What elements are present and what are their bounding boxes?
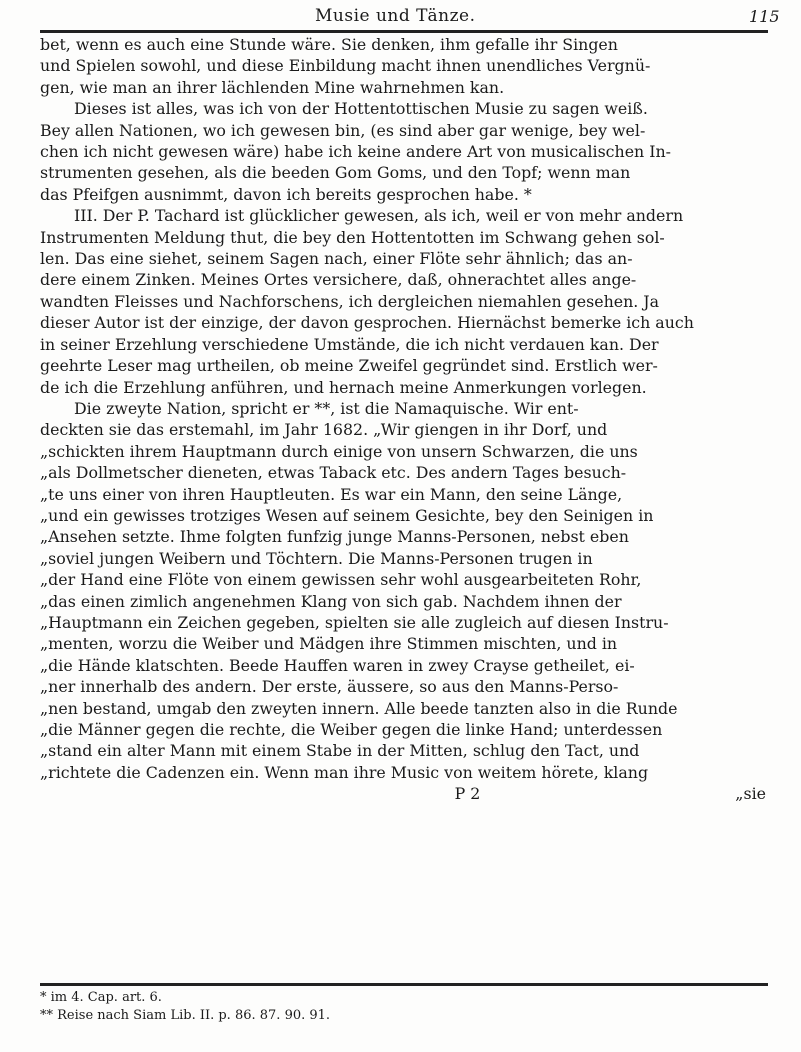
text-line: deckten sie das erstemahl, im Jahr 1682. „Wir giengen in ihr Dorf, und: [40, 420, 608, 440]
page-number: 115: [749, 7, 780, 26]
text-line: gen, wie man an ihrer lächlenden Mine wahrnehmen kan.: [40, 77, 505, 97]
text-line: bet, wenn es auch eine Stunde wäre. Sie denken, ihm gefalle ihr Singen: [40, 35, 618, 54]
text-line: „te uns einer von ihren Hauptleuten. Es war ein Mann, den seine Länge,: [40, 484, 623, 504]
text-line: „menten, worzu die Weiber und Mädgen ihre Stimmen mischten, und in: [40, 634, 618, 654]
signature-catchword-line: [40, 783, 770, 804]
text-line: len. Das eine siehet, seinem Sagen nach, einer Flöte sehr ähnlich; das an-: [40, 249, 633, 269]
text-line: „nen bestand, umgab den zweyten innern. Alle beede tanzten also in die Runde: [40, 698, 678, 718]
header-rule: [40, 30, 768, 33]
text-line: und Spielen sowohl, und diese Einbildung macht ihnen unendliches Vergnü-: [40, 56, 651, 76]
running-title: Musie und Tänze.: [315, 6, 476, 26]
text-line: „ner innerhalb des andern. Der erste, äussere, so aus den Manns-Perso-: [40, 677, 619, 697]
text-line: „Hauptmann ein Zeichen gegeben, spielten sie alle zugleich auf diesen Instru-: [40, 612, 669, 632]
text-line: das Pfeifgen ausnimmt, davon ich bereits gesprochen habe. *: [40, 184, 532, 204]
text-line: „und ein gewisses trotziges Wesen auf seinem Gesichte, bey den Seinigen in: [40, 505, 654, 525]
text-line: in seiner Erzehlung verschiedene Umstände, die ich nicht verdauen kan. Der: [40, 334, 659, 354]
text-line: „das einen zimlich angenehmen Klang von sich gab. Nachdem ihnen der: [40, 591, 622, 611]
text-line: Die zweyte Nation, spricht er **, ist die Namaquische. Wir ent-: [74, 398, 579, 418]
text-line: de ich die Erzehlung anführen, und hernach meine Anmerkungen vorlegen.: [40, 377, 647, 397]
body-text: [40, 34, 770, 805]
text-line: dieser Autor ist der einzige, der davon gesprochen. Hiernächst bemerke ich auch: [40, 313, 694, 333]
text-line: Dieses ist alles, was ich von der Hottentottischen Musie zu sagen weiß.: [74, 99, 648, 119]
footnote: * im 4. Cap. art. 6.: [40, 990, 162, 1005]
page-header: [0, 2, 801, 30]
footnote: ** Reise nach Siam Lib. II. p. 86. 87. 90. 91.: [40, 1008, 331, 1023]
text-line: „richtete die Cadenzen ein. Wenn man ihre Music von weitem hörete, klang: [40, 762, 649, 782]
text-line: strumenten gesehen, als die beeden Gom Goms, und den Topf; wenn man: [40, 163, 631, 183]
signature-mark: P 2: [454, 784, 481, 804]
text-line: Bey allen Nationen, wo ich gewesen bin, (es sind aber gar wenige, bey wel-: [40, 120, 646, 140]
footnotes: [40, 989, 770, 1025]
text-line: Instrumenten Meldung thut, die bey den Hottentotten im Schwang gehen sol-: [40, 227, 665, 247]
text-line: dere einem Zinken. Meines Ortes versichere, daß, ohnerachtet alles ange-: [40, 270, 637, 290]
footnote-rule: [40, 983, 768, 986]
text-line: geehrte Leser mag urtheilen, ob meine Zweifel gegründet sind. Erstlich wer-: [40, 356, 658, 376]
text-line: „die Hände klatschten. Beede Hauffen waren in zwey Crayse getheilet, ei-: [40, 655, 635, 675]
catchword: „sie: [735, 784, 766, 804]
text-line: „soviel jungen Weibern und Töchtern. Die Manns-Personen trugen in: [40, 548, 593, 568]
text-line: „als Dollmetscher dieneten, etwas Taback etc. Des andern Tages besuch-: [40, 463, 627, 483]
text-line: „Ansehen setzte. Ihme folgten funfzig junge Manns-Personen, nebst eben: [40, 527, 629, 547]
text-line: wandten Fleisses und Nachforschens, ich dergleichen niemahlen gesehen. Ja: [40, 291, 660, 311]
text-line: „schickten ihrem Hauptmann durch einige von unsern Schwarzen, die uns: [40, 441, 638, 461]
text-line: „die Männer gegen die rechte, die Weiber gegen die linke Hand; unterdessen: [40, 720, 663, 739]
text-line: III. Der P. Tachard ist glücklicher gewesen, als ich, weil er von mehr andern: [74, 206, 684, 226]
text-line: „der Hand eine Flöte von einem gewissen sehr wohl ausgearbeiteten Rohr,: [40, 570, 642, 590]
text-line: chen ich nicht gewesen wäre) habe ich keine andere Art von musicalischen In-: [40, 142, 672, 162]
text-line: „stand ein alter Mann mit einem Stabe in der Mitten, schlug den Tact, und: [40, 741, 640, 761]
